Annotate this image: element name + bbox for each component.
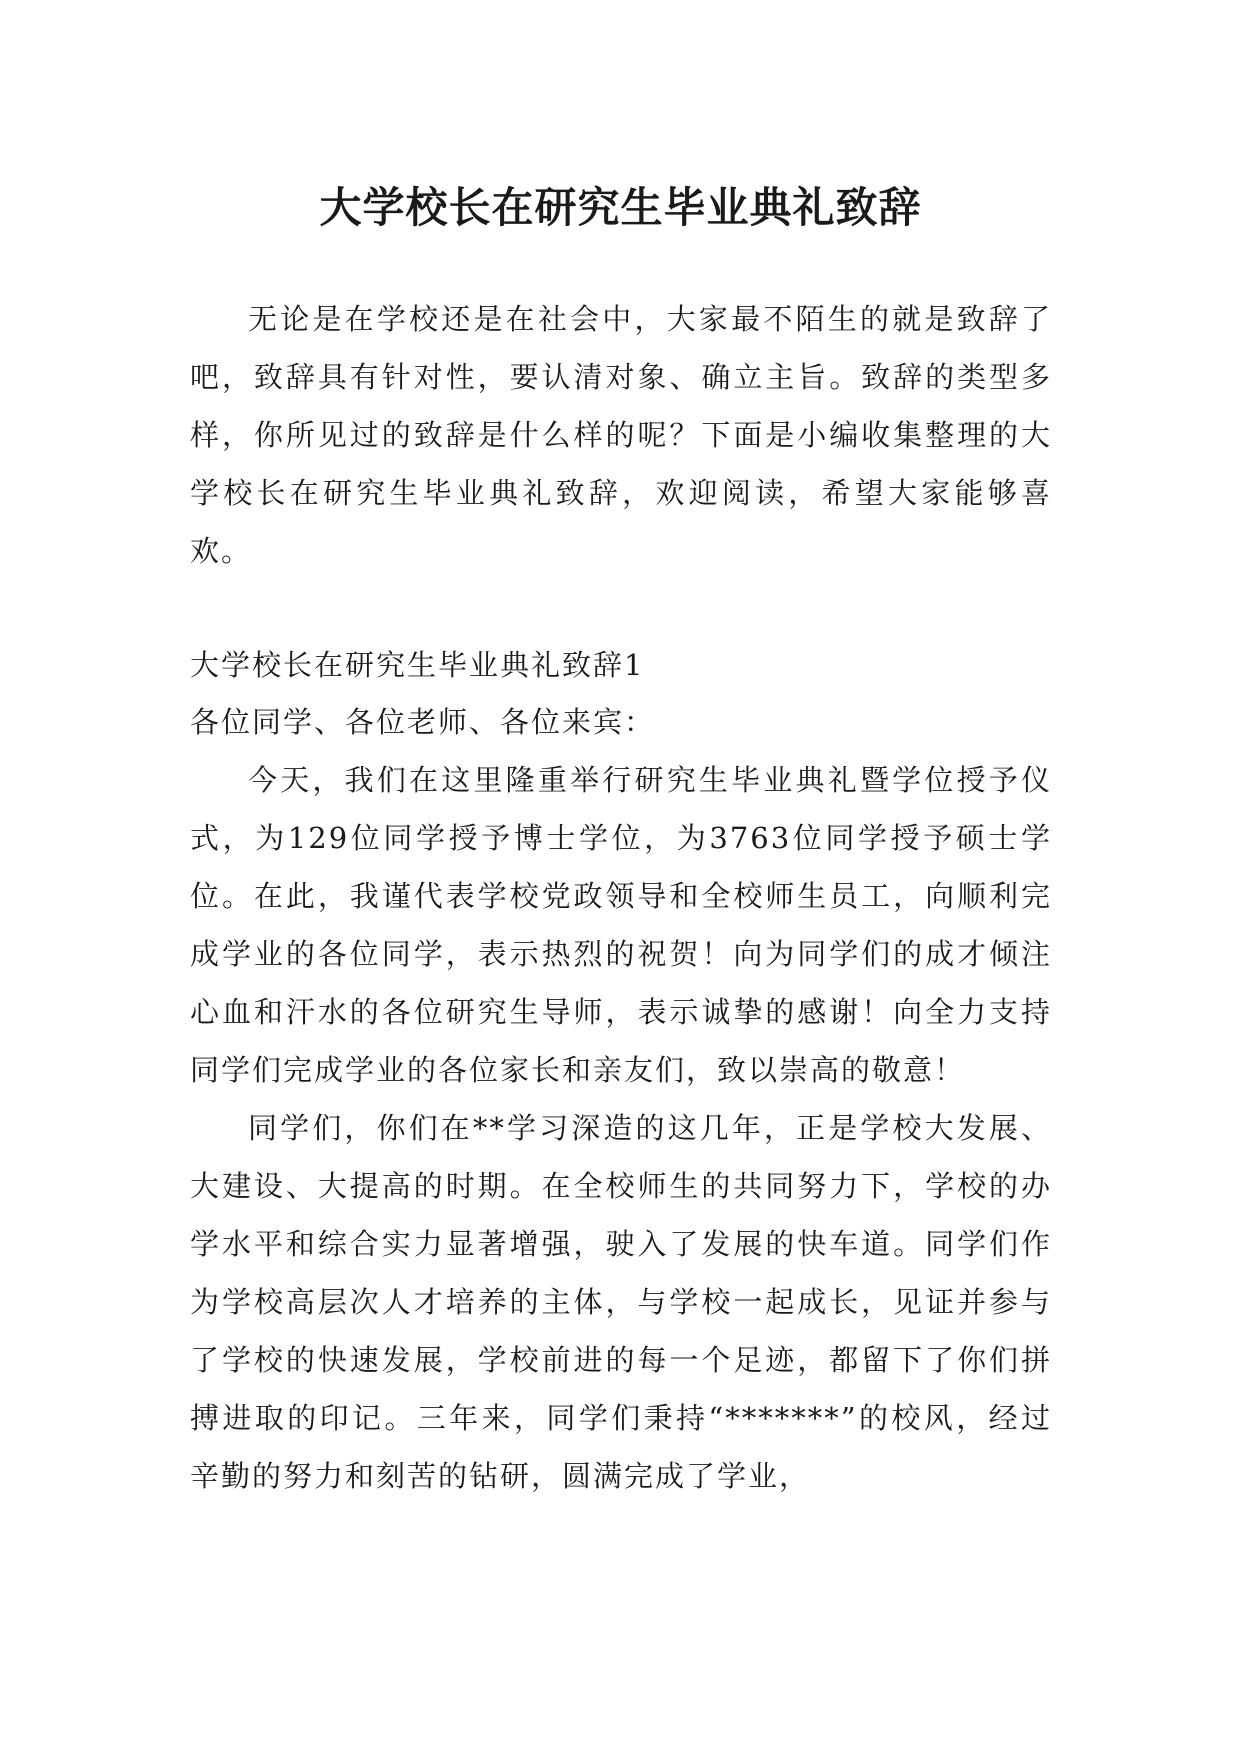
intro-paragraph: 无论是在学校还是在社会中，大家最不陌生的就是致辞了吧，致辞具有针对性，要认清对象、确立主旨。致辞的类型多样，你所见过的致辞是什么样的呢？下面是小编收集整理的大学校长在研究生毕业典礼致辞，欢迎阅读，希望大家能够喜欢。 bbox=[190, 302, 1052, 568]
body-paragraph: 同学们，你们在**学习深造的这几年，正是学校大发展、大建设、大提高的时期。在全校师生的共同努力下，学校的办学水平和综合实力显著增强，驶入了发展的快车道。同学们作为学校高层次人才培养的主体，与学校一起成长，见证并参与了学校的快速发展，学校前进的每一个足迹，都留下了你们拼搏进取的印记。三年来，同学们秉持“*******”的校风，经过辛勤的努力和刻苦的钻研，圆满完成了学业， bbox=[190, 1111, 1052, 1493]
document-body bbox=[190, 290, 1052, 1505]
document-title: 大学校长在研究生毕业典礼致辞 bbox=[319, 183, 922, 233]
salutation: 各位同学、各位老师、各位来宾： bbox=[190, 705, 656, 739]
body-paragraph: 今天，我们在这里隆重举行研究生毕业典礼暨学位授予仪式，为129位同学授予博士学位，为3763位同学授予硕士学位。在此，我谨代表学校党政领导和全校师生员工，向顺利完成学业的各位同学，表示热烈的祝贺！向为同学们的成才倾注心血和汗水的各位研究生导师，表示诚挚的感谢！向全力支持同学们完成学业的各位家长和亲友们，致以崇高的敬意！ bbox=[190, 763, 1052, 1087]
section-heading: 大学校长在研究生毕业典礼致辞1 bbox=[190, 648, 645, 682]
